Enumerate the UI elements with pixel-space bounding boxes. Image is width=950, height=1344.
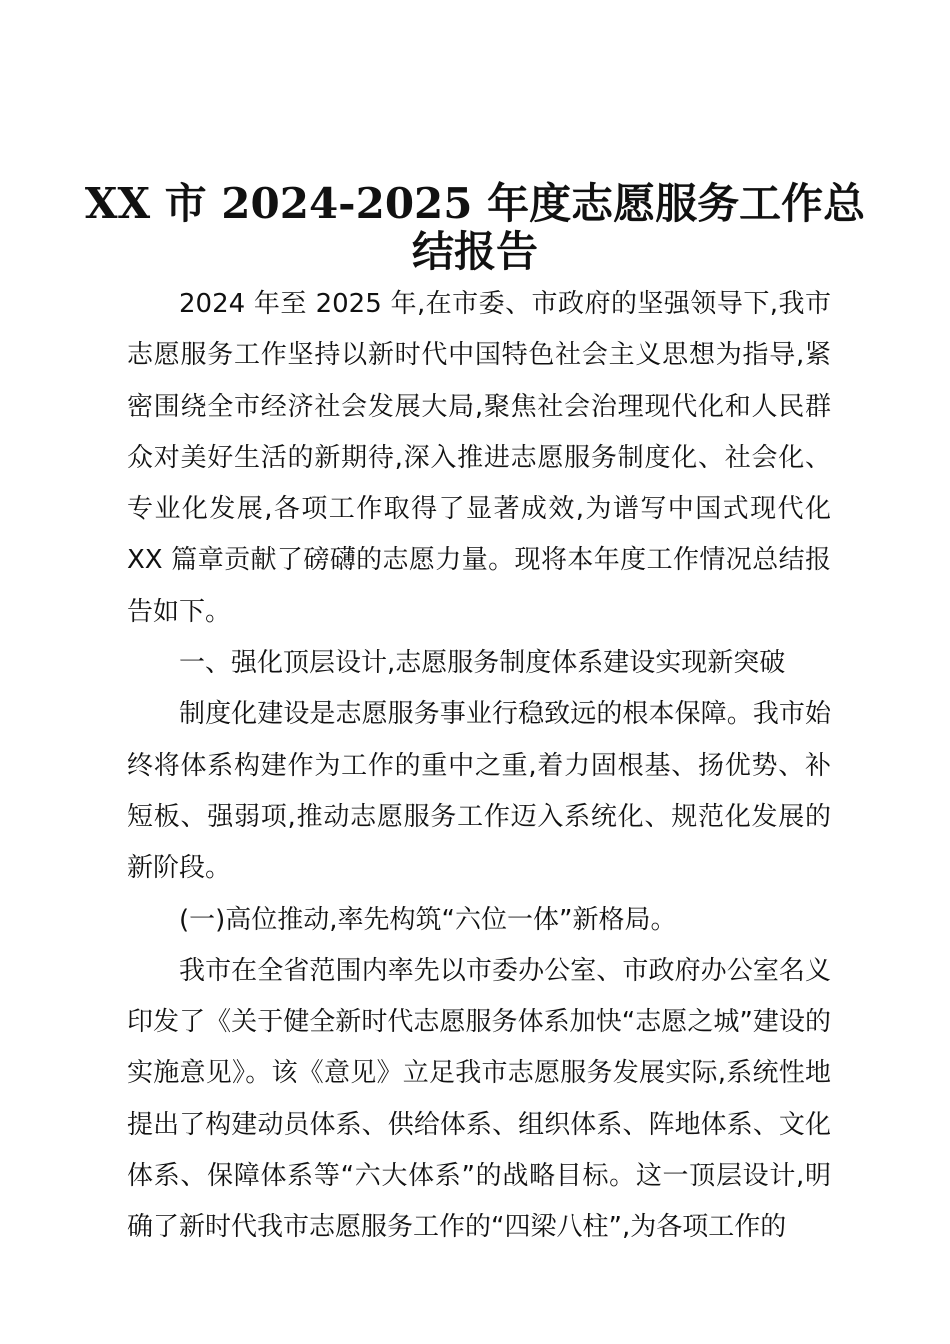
title-line-2: 结报告 [411,227,538,276]
paragraph-intro: 2024 年至 2025 年,在市委、市政府的坚强领导下,我市志愿服务工作坚持以新时代中国特色社会主义思想为指导,紧密围绕全市经济社会发展大局,聚焦社会治理现代化和人民群众对美好生活的新期待,深入推进志愿服务制度化、社会化、专业化发展,各项工作取得了显著成效,为谱写中国式现代化 XX 篇章贡献了磅礴的志愿力量。现将本年度工作情况总结报告如下。 [127,289,831,627]
paragraph-section-1-intro: 制度化建设是志愿服务事业行稳致远的根本保障。我市始终将体系构建作为工作的重中之重,着力固根基、扬优势、补短板、强弱项,推动志愿服务工作迈入系统化、规范化发展的新阶段。 [127,699,831,884]
document-title [80,180,870,276]
title-line-1: XX 市 2024-2025 年度志愿服务工作总 [84,179,866,228]
document-body [127,279,831,1254]
section-heading-1: 一、强化顶层设计,志愿服务制度体系建设实现新突破 [179,648,786,679]
paragraph-subsection-1: 我市在全省范围内率先以市委办公室、市政府办公室名义印发了《关于健全新时代志愿服务体系加快“志愿之城”建设的实施意见》。该《意见》立足我市志愿服务发展实际,系统性地提出了构建动员体系、供给体系、组织体系、阵地体系、文化体系、保障体系等“六大体系”的战略目标。这一顶层设计,明确了新时代我市志愿服务工作的“四梁八柱”,为各项工作的 [127,955,831,1243]
subsection-heading-1: (一)高位推动,率先构筑“六位一体”新格局。 [179,904,677,935]
